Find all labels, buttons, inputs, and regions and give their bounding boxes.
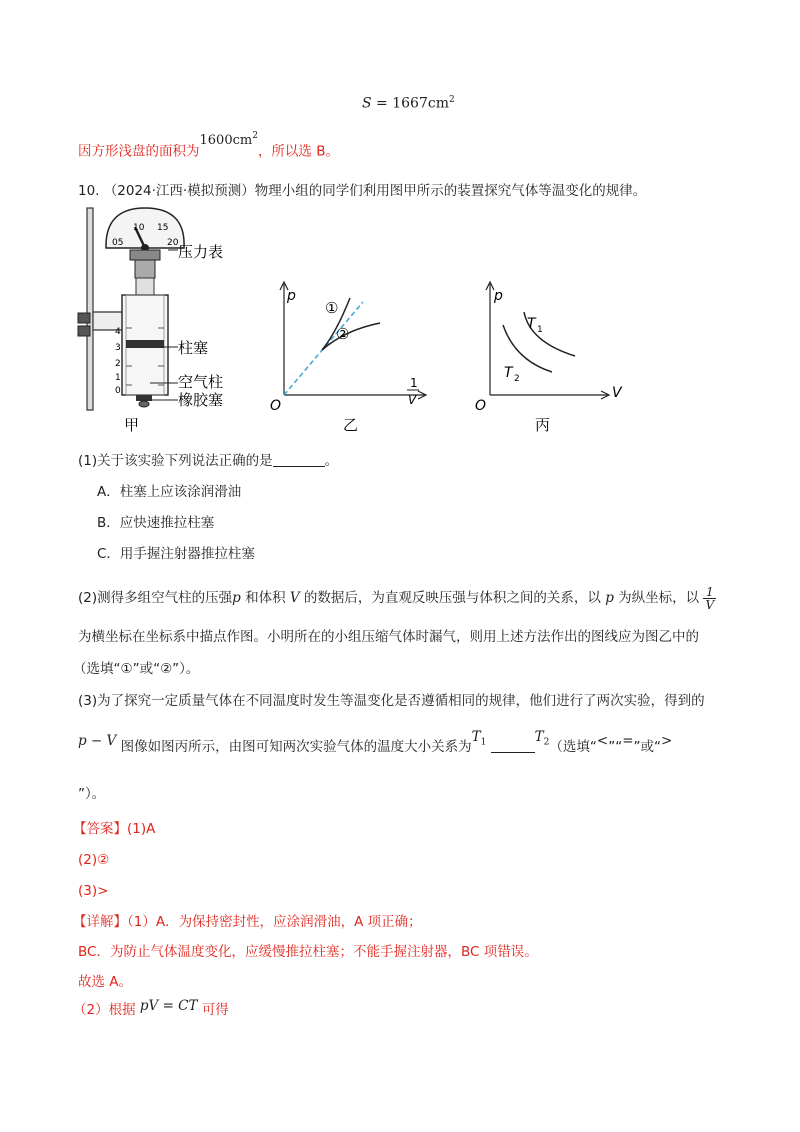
detail-line-4: [73, 1000, 229, 1020]
sub2-text-c: 的数据后，为直观反映压强与体积之间的关系，以: [303, 590, 601, 606]
option-b: B．应快速推拉柱塞: [97, 515, 215, 531]
symbol-eq: =: [622, 733, 634, 749]
area-prefix: 因方形浅盘的面积为: [78, 143, 200, 160]
figure-yi: [270, 282, 426, 434]
frac-num: 1: [703, 586, 716, 599]
area-line: [78, 131, 339, 163]
detail-formula: pV = CT: [139, 998, 198, 1014]
dial-num: 10: [133, 223, 145, 233]
formula-eq: =: [376, 95, 388, 112]
answer-1: (1)A: [127, 821, 156, 837]
area-exp: 2: [252, 131, 258, 141]
scale-num: 2: [115, 359, 121, 369]
sub2-text-b: 和体积: [245, 590, 286, 606]
top-formula: [362, 95, 455, 112]
scale-num: 3: [115, 343, 121, 353]
sub3-mid: 图像如图丙所示，由图可知两次实验气体的温度大小关系为: [120, 739, 472, 755]
question-text: 物理小组的同学们利用图甲所示的装置探究气体等温变化的规律。: [254, 183, 647, 199]
option-a: A．柱塞上应该涂润滑油: [97, 484, 242, 500]
sub-question-2-line2: 为横坐标在坐标系中描点作图。小明所在的小组压缩气体时漏气，则用上述方法作出的图线应为图乙中的: [78, 629, 699, 645]
pv-label: p − V: [78, 733, 117, 749]
area-value: 1600cm: [199, 132, 253, 148]
dial-num: 20: [167, 238, 179, 248]
sub3-choice: （选填“: [549, 739, 597, 755]
dial-num: 15: [157, 223, 169, 233]
answer-line-3: (3)>: [78, 883, 109, 899]
scale-num: 0: [115, 386, 121, 396]
sub-question-3-line3: ”）。: [78, 786, 106, 802]
question-stem: [78, 181, 646, 201]
scale-num: 4: [115, 327, 121, 337]
sub-question-3-line1: (3)为了探究一定质量气体在不同温度时发生等温变化是否遵循相同的规律，他们进行了两次实验，得到的: [78, 693, 705, 709]
sub2-v: V: [289, 590, 300, 606]
sub3-t1-sub: 1: [480, 737, 487, 748]
sub2-text-a: (2)测得多组空气柱的压强: [78, 590, 233, 606]
formula-lhs: S: [362, 95, 372, 112]
sub2-fraction: [703, 586, 716, 611]
detail-line-3: 故选 A。: [78, 974, 133, 990]
question-number: 10.: [78, 183, 100, 199]
sub3-t2-letter: T: [534, 729, 544, 745]
bing-x-axis-label: V: [612, 385, 622, 401]
yi-origin: O: [270, 398, 282, 414]
yi-x-axis-den: V: [408, 393, 417, 407]
figure-caption-bing: 丙: [535, 416, 551, 434]
detail-line-2: BC．为防止气体温度变化，应缓慢推拉柱塞；不能手握注射器，BC 项错误。: [78, 944, 538, 960]
t2-label: T: [504, 365, 513, 381]
detail-line-1: [73, 912, 422, 932]
area-suffix: ，所以选 B。: [257, 143, 339, 160]
figure-bing: [475, 282, 623, 434]
rubber-stopper-label: 橡胶塞: [178, 391, 224, 409]
bing-origin: O: [475, 398, 487, 414]
question-source: （2024·江西·模拟预测）: [103, 183, 255, 199]
formula-exp: 2: [448, 95, 455, 105]
sub2-p: p: [232, 590, 241, 606]
sub2-text-d: 为纵坐标，以: [618, 590, 700, 606]
answer-tag: 【答案】: [73, 821, 127, 837]
t2-sub: 2: [514, 374, 520, 384]
sub3-t1: [471, 729, 487, 748]
figure-caption-jia: 甲: [124, 416, 140, 434]
yi-y-axis-label: p: [287, 288, 296, 304]
detail-text-1: （1）A．为保持密封性，应涂润滑油，A 项正确；: [127, 914, 422, 930]
sub1-end: 。: [324, 453, 339, 469]
sub1-text: (1)关于该实验下列说法正确的是: [78, 453, 273, 469]
curve1-label: ①: [325, 299, 339, 317]
sub3-t2: [534, 729, 550, 748]
frac-den: V: [705, 597, 715, 612]
symbol-lt: <: [596, 733, 609, 749]
sub-question-1: [78, 451, 338, 471]
answer-blank: [491, 738, 535, 753]
sub3-t1-letter: T: [471, 729, 481, 745]
figure-caption-yi: 乙: [343, 416, 359, 434]
sub3-q2: ”或“: [633, 739, 662, 755]
sub-question-2-line1: [78, 583, 716, 613]
symbol-gt: >: [661, 733, 673, 749]
figure-jia: [78, 208, 223, 434]
dial-num: 05: [112, 238, 124, 248]
curve2-label: ②: [336, 325, 350, 343]
formula-value: 1667cm: [392, 95, 449, 112]
yi-x-axis-num: 1: [410, 376, 418, 390]
answer-line-2: (2)②: [78, 852, 110, 868]
plunger-label: 柱塞: [178, 339, 209, 357]
scale-num: 1: [115, 373, 121, 383]
figures: [60, 200, 680, 445]
sub3-q1: ”“: [608, 739, 623, 755]
answer-blank: [273, 452, 325, 467]
detail-text-4b: 可得: [201, 1002, 229, 1018]
sub-question-3-line2: [78, 729, 673, 763]
sub-question-2-line3: （选填“①”或“②”）。: [73, 661, 200, 677]
sub3-t2-sub: 2: [543, 737, 550, 748]
gauge-label: 压力表: [178, 243, 224, 261]
detail-text-4a: （2）根据: [73, 1002, 136, 1018]
bing-y-axis-label: p: [494, 288, 503, 304]
answer-line-1: [73, 819, 155, 839]
t1-sub: 1: [537, 325, 543, 335]
air-column-label: 空气柱: [178, 373, 224, 391]
detail-tag: 【详解】: [73, 914, 127, 930]
t1-label: T: [527, 316, 536, 332]
sub2-p2: p: [605, 590, 614, 606]
option-c: C．用手握注射器推拉柱塞: [97, 546, 255, 562]
